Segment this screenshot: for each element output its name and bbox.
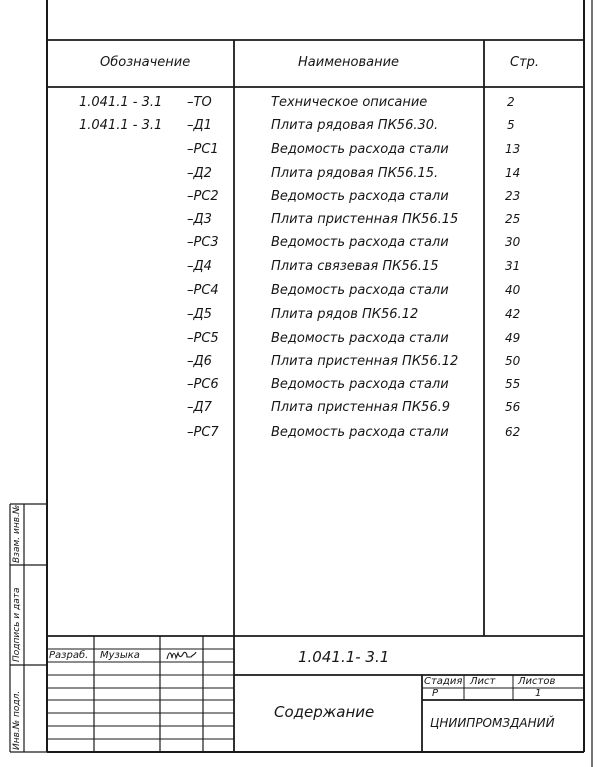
row-name: Ведомость расхода стали xyxy=(271,425,449,440)
row-suffix: –Д2 xyxy=(187,166,212,181)
row-name: Плита рядовая ПК56.30. xyxy=(271,118,439,133)
tb-col-stage: Стадия xyxy=(424,676,463,687)
row-page: 49 xyxy=(505,331,521,345)
tb-organization: ЦНИИПРОМЗДАНИЙ xyxy=(430,716,555,730)
side-label-vzam-inv: Взам. инв.№ xyxy=(12,504,22,563)
row-name: Плита рядовая ПК56.15. xyxy=(271,166,439,181)
row-suffix: –Д3 xyxy=(187,212,212,227)
col-header-designation: Обозначение xyxy=(100,55,191,70)
row-suffix: –ТО xyxy=(187,95,212,110)
row-name: Плита пристенная ПК56.15 xyxy=(271,212,459,227)
tb-stage-value: Р xyxy=(432,688,439,699)
side-label-podpis-data: Подпись и дата xyxy=(12,587,22,662)
row-page: 2 xyxy=(507,95,515,109)
row-suffix: –РС1 xyxy=(187,142,219,157)
row-name: Ведомость расхода стали xyxy=(271,377,449,392)
row-page: 25 xyxy=(505,212,521,226)
tb-role-name: Музыка xyxy=(100,650,140,661)
row-name: Ведомость расхода стали xyxy=(271,283,449,298)
col-header-page: Стр. xyxy=(510,55,540,70)
row-name: Плита рядов ПК56.12 xyxy=(271,307,419,322)
row-suffix: –Д7 xyxy=(187,400,212,415)
row-page: 55 xyxy=(505,377,521,391)
tb-col-sheet: Лист xyxy=(470,676,496,687)
row-name: Ведомость расхода стали xyxy=(271,235,449,250)
row-name: Плита пристенная ПК56.9 xyxy=(271,400,450,415)
tb-sheets-value: 1 xyxy=(535,688,542,699)
row-suffix: –РС7 xyxy=(187,425,219,440)
row-suffix: –РС6 xyxy=(187,377,219,392)
row-page: 56 xyxy=(505,400,521,414)
row-name: Ведомость расхода стали xyxy=(271,189,449,204)
row-code: 1.041.1 - 3.1 xyxy=(79,95,163,110)
row-name: Плита связевая ПК56.15 xyxy=(271,259,439,274)
row-suffix: –Д4 xyxy=(187,259,212,274)
row-suffix: –РС2 xyxy=(187,189,219,204)
row-page: 40 xyxy=(505,283,521,297)
row-page: 30 xyxy=(505,235,521,249)
signature-mark xyxy=(165,648,199,662)
row-page: 31 xyxy=(505,259,521,273)
row-suffix: –Д5 xyxy=(187,307,212,322)
row-page: 23 xyxy=(505,189,521,203)
document-title: Содержание xyxy=(274,703,375,721)
row-code: 1.041.1 - 3.1 xyxy=(79,118,163,133)
row-suffix: –РС4 xyxy=(187,283,219,298)
row-page: 5 xyxy=(507,118,515,132)
row-page: 62 xyxy=(505,425,521,439)
row-suffix: –Д1 xyxy=(187,118,212,133)
row-name: Ведомость расхода стали xyxy=(271,142,449,157)
row-page: 13 xyxy=(505,142,521,156)
row-page: 14 xyxy=(505,166,521,180)
col-header-name: Наименование xyxy=(298,55,400,70)
row-name: Техническое описание xyxy=(271,95,428,110)
row-name: Ведомость расхода стали xyxy=(271,331,449,346)
row-name: Плита пристенная ПК56.12 xyxy=(271,354,459,369)
side-label-inv-podl: Инв.№ подл. xyxy=(12,690,22,750)
tb-role-label: Разраб. xyxy=(49,650,89,661)
row-suffix: –РС5 xyxy=(187,331,219,346)
row-page: 42 xyxy=(505,307,521,321)
row-suffix: –РС3 xyxy=(187,235,219,250)
tb-col-sheets: Листов xyxy=(518,676,556,687)
row-page: 50 xyxy=(505,354,521,368)
row-suffix: –Д6 xyxy=(187,354,212,369)
document-code: 1.041.1- 3.1 xyxy=(298,648,390,666)
